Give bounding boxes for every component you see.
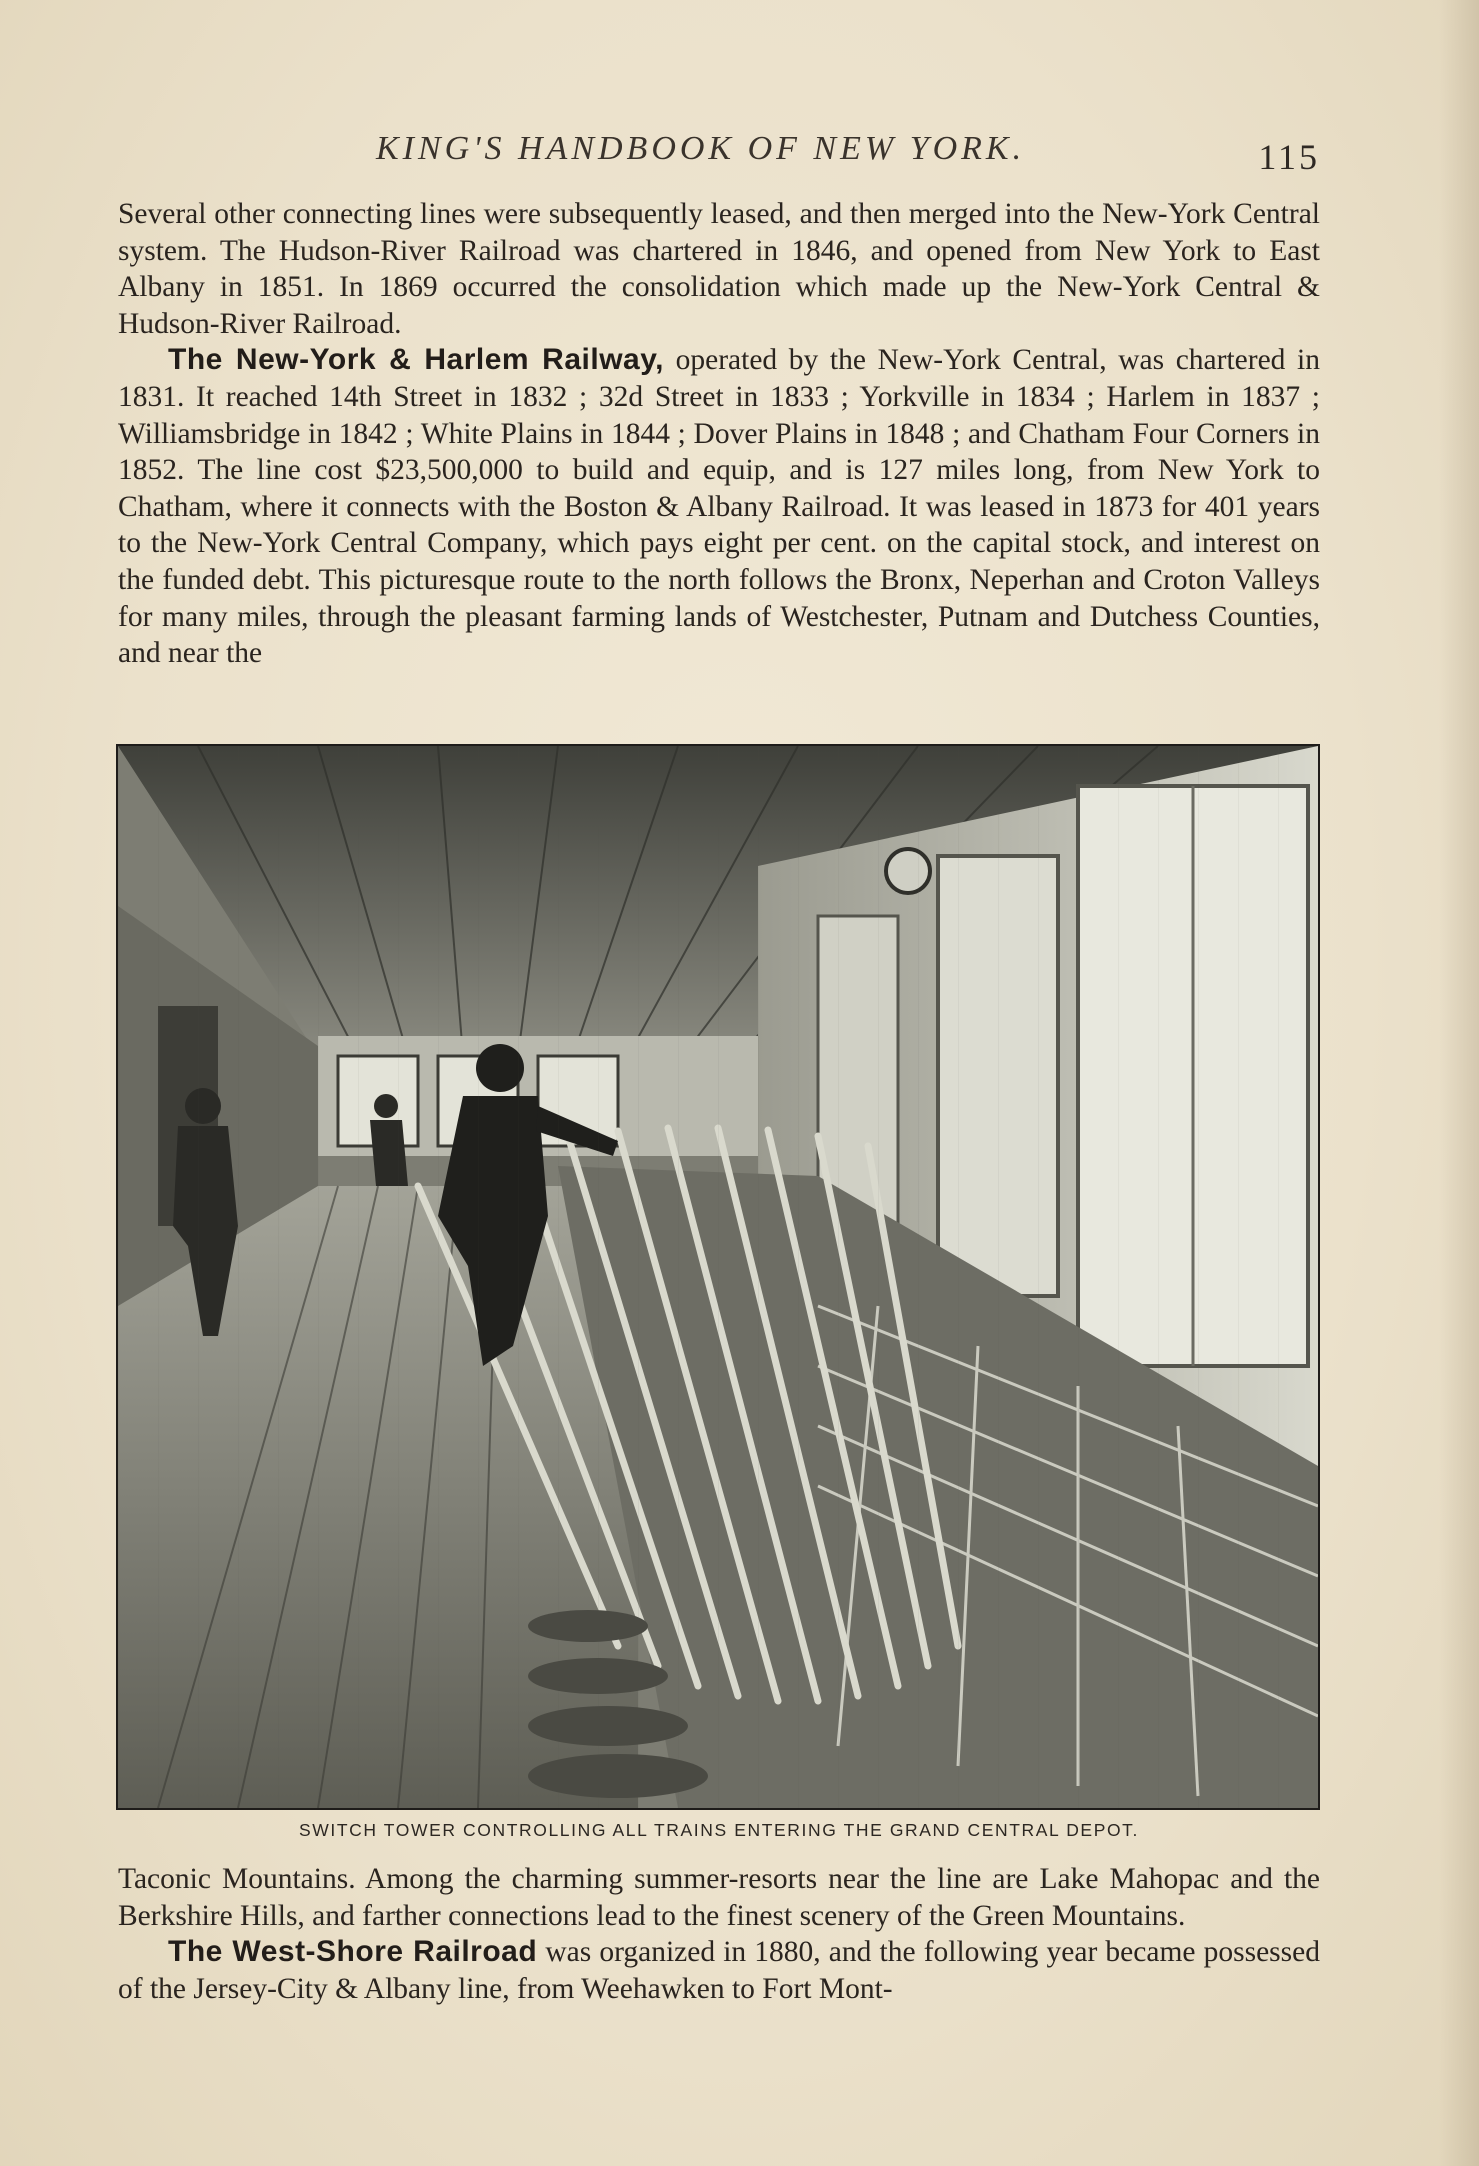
figure-caption: SWITCH TOWER CONTROLLING ALL TRAINS ENTERING THE GRAND CENTRAL DEPOT. — [299, 1820, 1139, 1840]
text-block-top — [118, 196, 1320, 672]
paragraph-lead-west-shore-railroad: The West-Shore Railroad — [168, 1935, 538, 1969]
running-head-title: KING'S HANDBOOK OF NEW YORK. — [376, 130, 1026, 167]
page-number: 115 — [1258, 137, 1320, 177]
paragraph-text: Several other connecting lines were subsequently leased, and then merged into the New-York Central system. The Hudson-River Railroad was chartered in 1846, and opened from New York to East Albany in 1851. In 1869 occurred the consolidation which made up the New-York Central & Hudson-River Railroad. — [118, 198, 1320, 340]
page-gutter-shadow — [1439, 0, 1479, 2166]
paragraph-continuation — [118, 1861, 1320, 1934]
paragraph-lead-harlem-railway: The New-York & Harlem Railway, — [168, 343, 665, 377]
paragraph-west-shore-railroad — [118, 1934, 1320, 2007]
paragraph-text: operated by the New-York Central, was chartered in 1831. It reached 14th Street in 1832 ; 32d Street in 1833 ; Yorkville in 1834 ; Harlem in 1837 ; Williamsbridge in 1842 ; White Plains in 1844 ; Dover Plains in 1848 ; and Chatham Four Corners in 1852. The line cost $23,500,000 to build and equip, and is 127 miles long, from New York to Chatham, where it connects with the Boston & Albany Railroad. It was leased in 1873 for 401 years to the New-York Central Company, which pays eight per cent. on the capital stock, and interest on the funded debt. This picturesque route to the north follows the Bronx, Neperhan and Croton Valleys for many miles, through the pleasant farming lands of Westchester, Putnam and Dutchess Counties, and near the — [118, 344, 1320, 670]
halftone-illustration — [118, 746, 1318, 1808]
paragraph-harlem-railway — [118, 342, 1320, 671]
paragraph-text: was organized in 1880, and the following year became possessed of the Jersey-City & Albany line, from Weehawken to Fort Mont- — [118, 1936, 1320, 2005]
text-block-bottom — [118, 1861, 1320, 2007]
running-head — [118, 130, 1318, 180]
paragraph-text: Taconic Mountains. Among the charming summer-resorts near the line are Lake Mahopac and the Berkshire Hills, and farther connections lead to the finest scenery of the Green Mountains. — [118, 1863, 1320, 1932]
paragraph-continuation — [118, 196, 1320, 342]
switch-tower-photograph — [116, 744, 1320, 1810]
